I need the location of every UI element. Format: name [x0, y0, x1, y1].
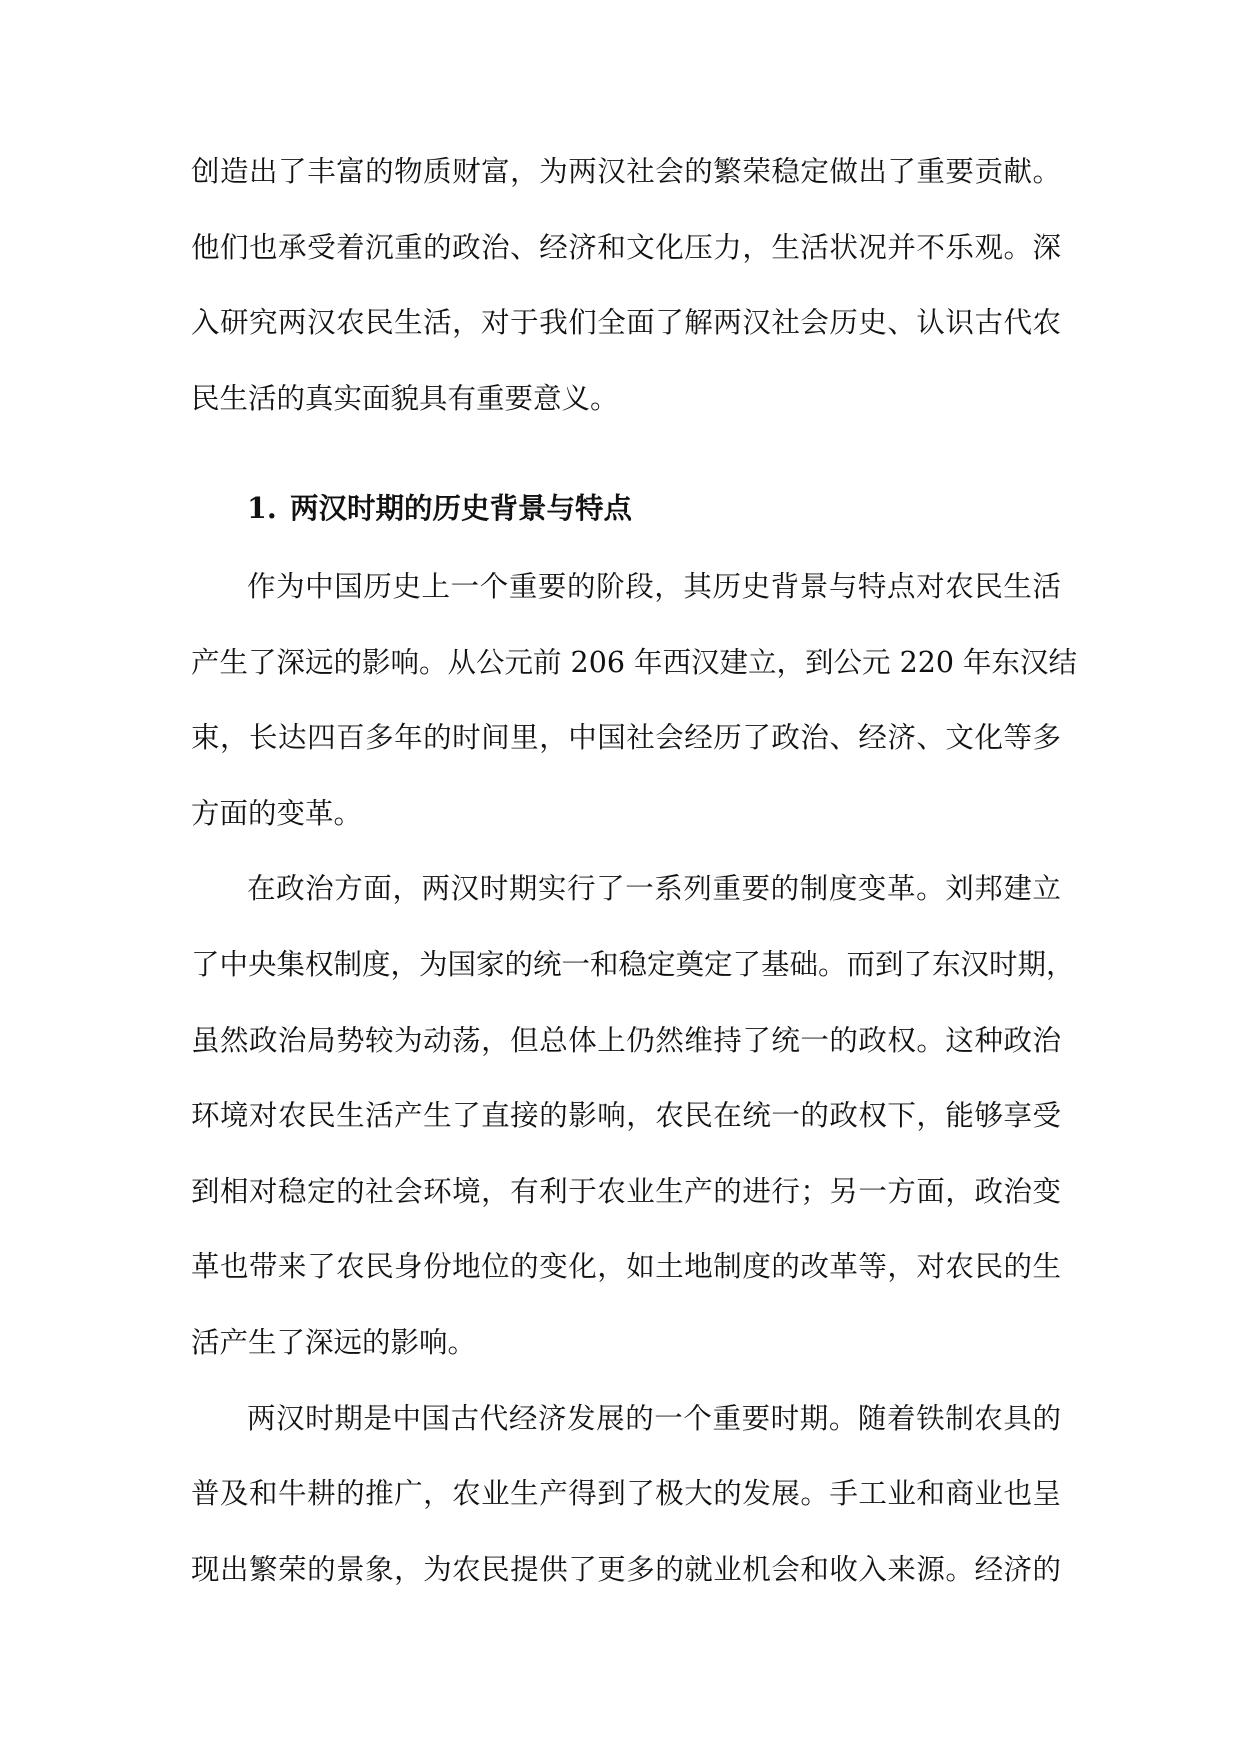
text-line: 革也带来了农民身份地位的变化，如土地制度的改革等，对农民的生 [191, 1250, 1061, 1284]
paragraph [191, 851, 1075, 1380]
section-heading [247, 471, 632, 547]
text-line: 在政治方面，两汉时期实行了一系列重要的制度变革。刘邦建立 [247, 872, 1061, 906]
text-line: 民生活的真实面貌具有重要意义。 [191, 381, 619, 415]
text-line: 两汉时期是中国古代经济发展的一个重要时期。随着铁制农具的 [247, 1401, 1061, 1435]
continued-paragraph [191, 134, 1061, 436]
text-line: 虽然政治局势较为动荡，但总体上仍然维持了统一的政权。这种政治 [191, 1023, 1061, 1057]
text-line: 作为中国历史上一个重要的阶段，其历史背景与特点对农民生活 [247, 570, 1061, 603]
text-line: 到相对稳定的社会环境，有利于农业生产的进行；另一方面，政治变 [191, 1174, 1061, 1208]
text-line: 方面的变革。 [191, 796, 363, 830]
body-text [191, 549, 1078, 1607]
text-line: 创造出了丰富的物质财富，为两汉社会的繁荣稳定做出了重要贡献。 [191, 155, 1061, 188]
text-line: 活产生了深远的影响。 [191, 1325, 477, 1359]
text-line: 现出繁荣的景象，为农民提供了更多的就业机会和收入来源。经济的 [191, 1552, 1061, 1586]
text-line: 他们也承受着沉重的政治、经济和文化压力，生活状况并不乐观。深 [191, 230, 1061, 264]
paragraph [191, 1381, 1061, 1608]
paragraph [191, 549, 1078, 851]
text-line: 产生了深远的影响。从公元前 206 年西汉建立，到公元 220 年东汉结 [191, 645, 1078, 679]
section-number: 1. [247, 491, 277, 525]
text-line: 束，长达四百多年的时间里，中国社会经历了政治、经济、文化等多 [191, 721, 1061, 755]
text-line: 普及和牛耕的推广，农业生产得到了极大的发展。手工业和商业也呈 [191, 1477, 1061, 1511]
section-title: 两汉时期的历史背景与特点 [290, 491, 633, 525]
text-line: 了中央集权制度，为国家的统一和稳定奠定了基础。而到了东汉时期， [191, 947, 1075, 981]
text-line: 环境对农民生活产生了直接的影响，农民在统一的政权下，能够享受 [191, 1099, 1061, 1133]
text-line: 入研究两汉农民生活，对于我们全面了解两汉社会历史、认识古代农 [191, 306, 1061, 340]
